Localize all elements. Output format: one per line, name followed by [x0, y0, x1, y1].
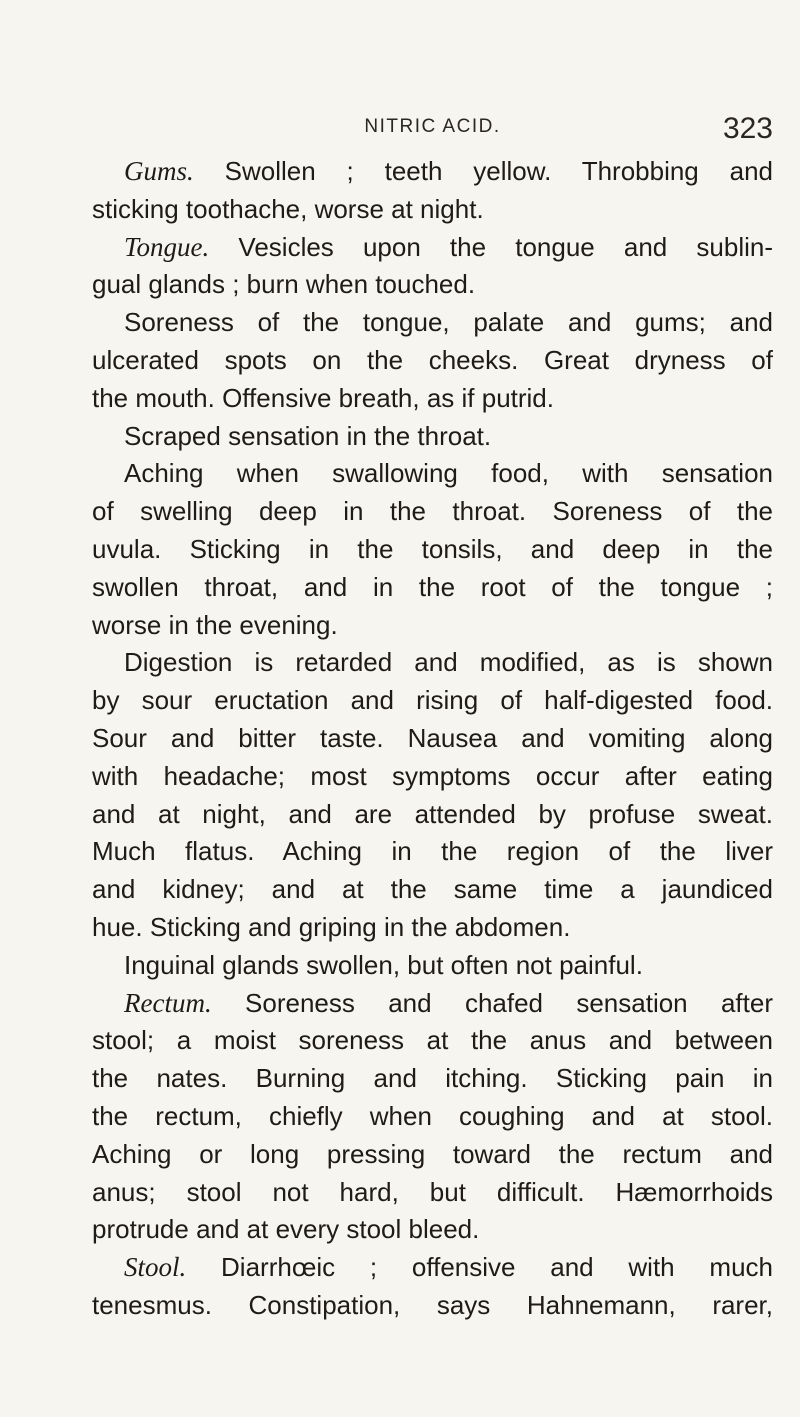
headword: Tongue. — [124, 231, 210, 262]
text-line: Aching when swallowing food, with sensation — [124, 458, 773, 489]
text-line: protrude and at every stool bleed. — [92, 1214, 480, 1245]
text-line: the mouth. Offensive breath, as if putrid. — [92, 382, 554, 413]
text-line: Aching or long pressing toward the rectum and — [92, 1138, 773, 1169]
text-line: uvula. Sticking in the tonsils, and deep in the — [92, 533, 773, 564]
text-line: with headache; most symptoms occur after eating — [92, 760, 773, 791]
text-line: gual glands ; burn when touched. — [92, 269, 476, 300]
running-head — [92, 112, 773, 152]
text-line: the rectum, chiefly when coughing and at stool. — [92, 1100, 773, 1131]
text-line: by sour eructation and rising of half-digested food. — [92, 685, 773, 716]
running-title: NITRIC ACID. — [364, 116, 501, 137]
text-line: Digestion is retarded and modified, as is shown — [124, 647, 773, 678]
text-line: tenesmus. Constipation, says Hahnemann, rarer, — [92, 1289, 773, 1320]
text-line: Rectum. Soreness and chafed sensation after — [124, 987, 773, 1018]
headword: Gums. — [124, 156, 194, 186]
headword: Rectum. — [124, 987, 212, 1018]
text-line: hue. Sticking and griping in the abdomen. — [92, 911, 571, 942]
text-line: Tongue. Vesicles upon the tongue and sublin- — [124, 231, 773, 262]
text-line: sticking toothache, worse at night. — [92, 193, 484, 224]
text-line: Scraped sensation in the throat. — [124, 420, 492, 451]
text-line: Soreness of the tongue, palate and gums; and — [124, 307, 773, 338]
text-line: swollen throat, and in the root of the tongue ; — [92, 571, 773, 602]
text-line: and at night, and are attended by profuse sweat. — [92, 798, 773, 829]
text-line: of swelling deep in the throat. Soreness of the — [92, 496, 773, 527]
text-line: Inguinal glands swollen, but often not painful. — [124, 949, 643, 980]
headword: Stool. — [124, 1252, 187, 1283]
text-line: anus; stool not hard, but difficult. Hæmorrhoids — [92, 1176, 773, 1207]
body-text — [92, 153, 773, 1325]
text-line: worse in the evening. — [92, 609, 338, 640]
text-line: Stool. Diarrhœic ; offensive and with much — [124, 1252, 773, 1283]
text-line: stool; a moist soreness at the anus and between — [92, 1025, 773, 1056]
text-line: the nates. Burning and itching. Sticking pain in — [92, 1063, 773, 1094]
text-line: Sour and bitter taste. Nausea and vomiting along — [92, 722, 773, 753]
text-line: and kidney; and at the same time a jaundiced — [92, 874, 773, 905]
text-line: Much flatus. Aching in the region of the liver — [92, 836, 773, 867]
page-number: 323 — [722, 112, 773, 145]
text-line: ulcerated spots on the cheeks. Great dryness of — [92, 344, 773, 375]
text-line: Gums. Swollen ; teeth yellow. Throbbing and — [124, 156, 773, 186]
